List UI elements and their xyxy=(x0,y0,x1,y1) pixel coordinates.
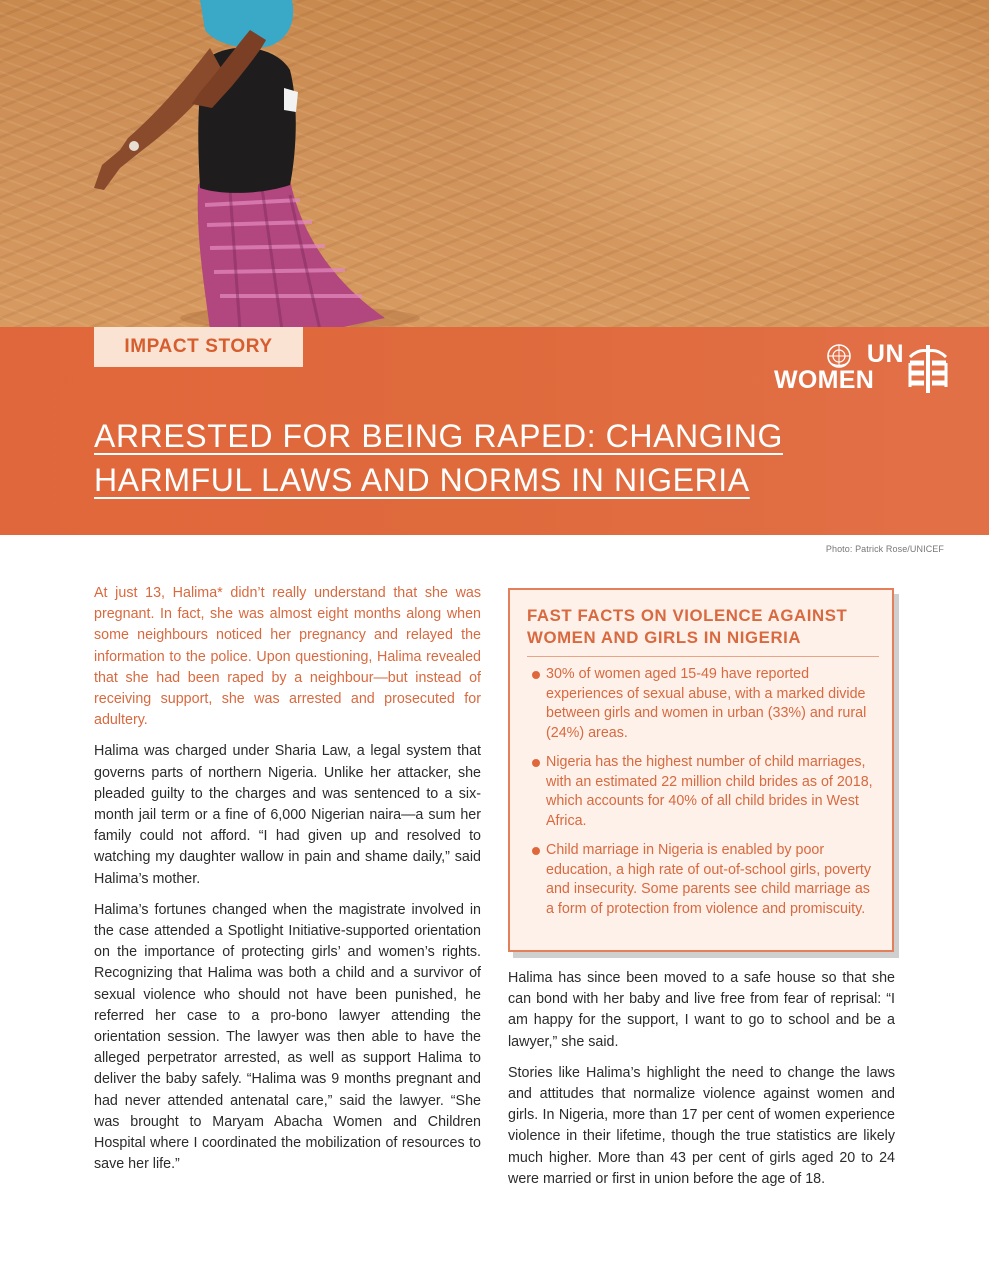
intro-paragraph: At just 13, Halima* didn’t really understand that she was pregnant. In fact, she was almost eight months along when some neighbours noticed her pregnancy and relayed the information to the police. Upon questioning, Halima revealed that she had been raped by a neighbour—but instead of receiving support, she was arrested and prosecuted for adultery. xyxy=(94,585,481,729)
fast-facts-list xyxy=(527,665,879,929)
body-paragraph: Stories like Halima’s highlight the need to change the laws and attitudes that normalize violence against women and girls. In Nigeria, more than 17 per cent of women experience violence in their lifetime, though the true statistics are likely much higher. More than 43 per cent of girls aged 20 to 24 were married or first in union before the age of 18. xyxy=(508,1064,895,1187)
bullet-icon xyxy=(532,759,540,767)
logo-text-women: WOMEN xyxy=(774,366,875,394)
fact-item xyxy=(527,753,879,831)
fact-item-text: Child marriage in Nigeria is enabled by poor education, a high rate of out-of-school girls, poverty and insecurity. Some parents see child marriage as a form of protection from violence and promiscuity. xyxy=(546,842,872,917)
photo-credit: Photo: Patrick Rose/UNICEF xyxy=(825,544,944,554)
bullet-icon xyxy=(532,671,540,679)
right-column xyxy=(508,968,895,1200)
fact-item xyxy=(527,665,879,743)
fact-item xyxy=(527,841,879,919)
title-line-2: HARMFUL LAWS AND NORMS IN NIGERIA xyxy=(94,462,750,498)
hero-photo xyxy=(0,0,989,330)
bullet-icon xyxy=(532,847,540,855)
logo-text-un: UN xyxy=(866,340,904,368)
page-title xyxy=(94,414,894,502)
hero-figure-illustration xyxy=(0,0,989,330)
impact-story-tag: IMPACT STORY xyxy=(94,327,303,367)
title-line-1: ARRESTED FOR BEING RAPED: CHANGING xyxy=(94,418,783,454)
body-paragraph: Halima has since been moved to a safe house so that she can bond with her baby and live free from fear of reprisal: “I am happy for the support, I want to go to school and be a lawyer,” she said. xyxy=(508,970,895,1050)
un-women-symbol-icon xyxy=(906,343,950,395)
fast-facts-divider xyxy=(527,656,879,657)
body-paragraph: Halima was charged under Sharia Law, a legal system that governs parts of northern Nigeria. Unlike her attacker, she pleaded guilty to the charges and was sentenced to a six-month jail term or a fine of 6,000 Nigerian naira—a sum her family could not afford. “I had given up and resolved to watching my daughter wallow in pain and shame daily,” said Halima’s mother. xyxy=(94,743,481,887)
fact-item-text: 30% of women aged 15-49 have reported experiences of sexual abuse, with a marked divide between girls and women in urban (33%) and rural (24%) areas. xyxy=(546,666,867,741)
left-column xyxy=(94,583,481,1185)
body-paragraph: Halima’s fortunes changed when the magistrate involved in the case attended a Spotlight Initiative-supported orientation on the importance of protecting girls’ and women’s rights. Recognizing that Halima was both a child and a survivor of sexual violence who should not have been punished, he referred her case to a pro-bono lawyer attending the orientation session. The lawyer was then able to have the alleged perpetrator arrested, as well as support Halima to deliver the baby safely. “Halima was 9 months pregnant and had never attended antenatal care,” said the lawyer. “She was brought to Maryam Abacha Women and Children Hospital where I coordinated the mobilization of resources to save her life.” xyxy=(94,901,481,1173)
fact-item-text: Nigeria has the highest number of child marriages, with an estimated 22 million child brides as of 2018, which accounts for 40% of all child brides in West Africa. xyxy=(546,754,873,829)
un-women-logo xyxy=(774,340,950,398)
fast-facts-heading: FAST FACTS ON VIOLENCE AGAINST WOMEN AND GIRLS IN NIGERIA xyxy=(527,606,848,647)
fast-facts-box xyxy=(508,588,894,952)
